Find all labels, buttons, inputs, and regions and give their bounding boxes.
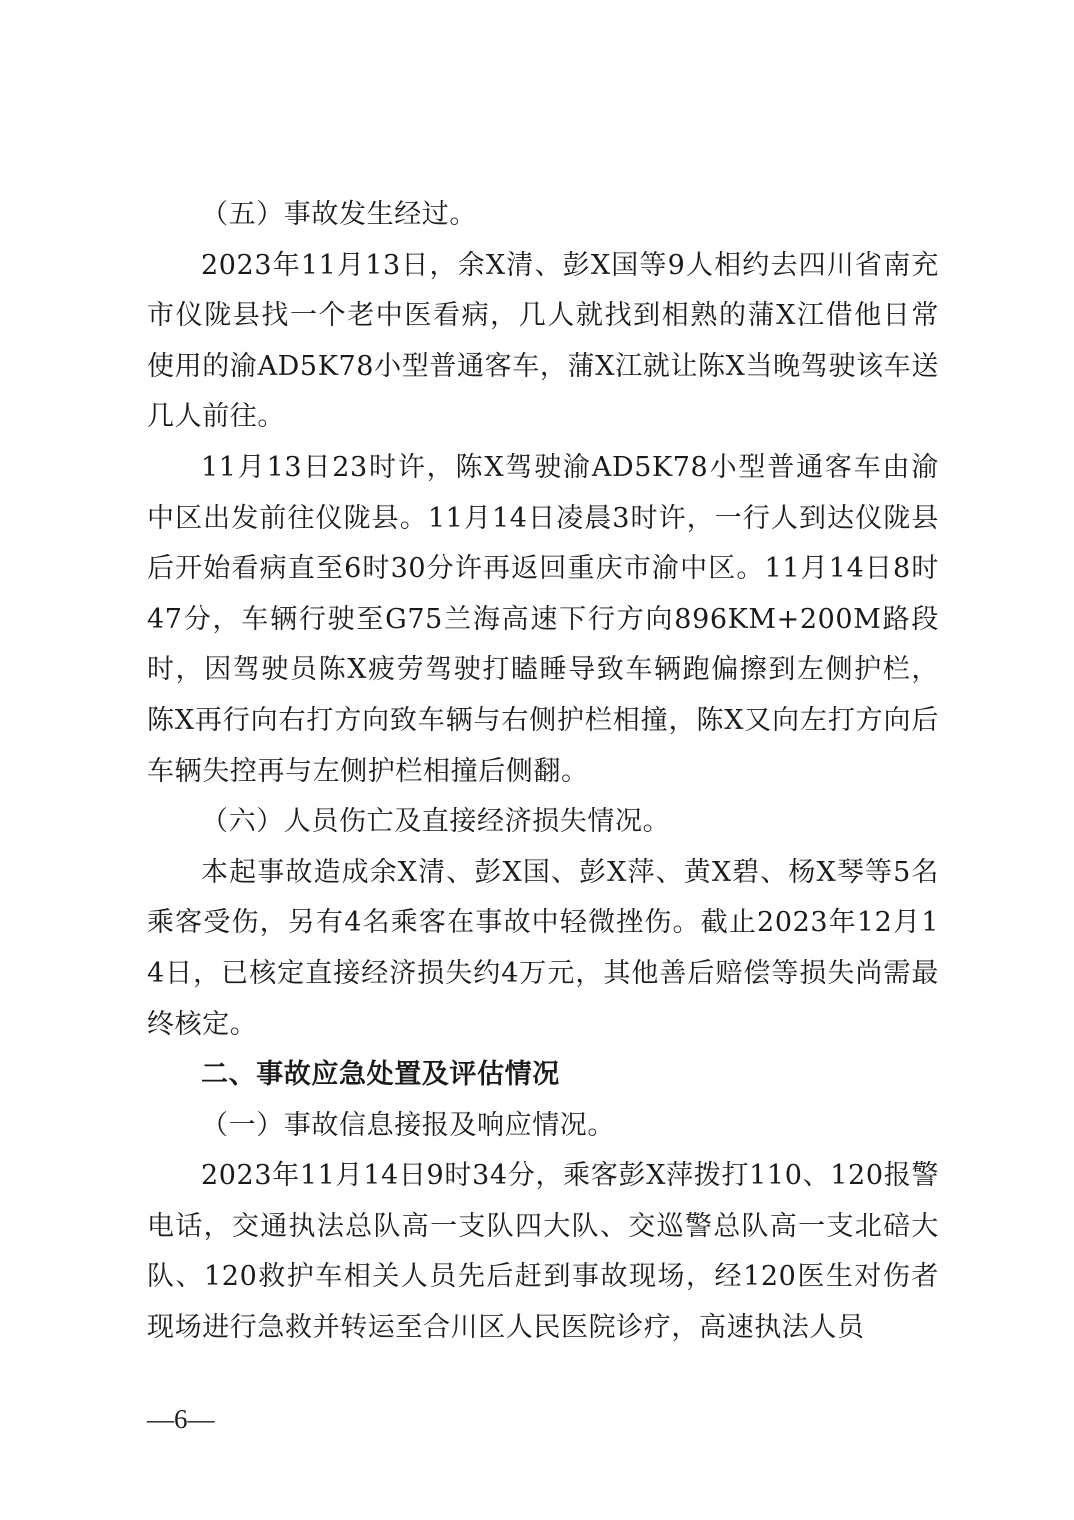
paragraph-casualties-losses: 本起事故造成余X清、彭X国、彭X萍、黄X碧、杨X琴等5名乘客受伤，另有4名乘客在事故中轻微挫伤。截止2023年12月14日，已核定直接经济损失约4万元，其他善后赔偿等损失尚需最终核定。 [147, 856, 939, 1040]
paragraph-info-report: 2023年11月14日9时34分，乘客彭X萍拨打110、120报警电话，交通执法总队高一支队四大队、交巡警总队高一支北碚大队、120救护车相关人员先后赶到事故现场，经120医生对伤者现场进行急救并转运至合川区人民医院诊疗，高速执法人员 [147, 1160, 939, 1344]
page-number: —6— [147, 1404, 215, 1434]
paragraph-accident-sequence: 11月13日23时许，陈X驾驶渝AD5K78小型普通客车由渝中区出发前往仪陇县。11月14日凌晨3时许，一行人到达仪陇县后开始看病直至6时30分许再返回重庆市渝中区。11月14日8时47分，车辆行驶至G75兰海高速下行方向896KM+200M路段时，因驾驶员陈X疲劳驾驶打瞌睡导致车辆跑偏擦到左侧护栏，陈X再行向右打方向致车辆与右侧护栏相撞，陈X又向左打方向后车辆失控再与左侧护栏相撞后侧翻。 [147, 451, 939, 787]
document-body [147, 190, 939, 1354]
subheading-info-report: （一）事故信息接报及响应情况。 [201, 1109, 615, 1141]
paragraph-trip-background: 2023年11月13日，余X清、彭X国等9人相约去四川省南充市仪陇县找一个老中医看病，几人就找到相熟的蒲X江借他日常使用的渝AD5K78小型普通客车，蒲X江就让陈X当晚驾驶该车送几人前往。 [147, 249, 939, 433]
section-heading-emergency-response: 二、事故应急处置及评估情况 [201, 1059, 560, 1091]
subheading-casualties-losses: （六）人员伤亡及直接经济损失情况。 [201, 806, 671, 838]
subheading-accident-process: （五）事故发生经过。 [201, 199, 477, 230]
